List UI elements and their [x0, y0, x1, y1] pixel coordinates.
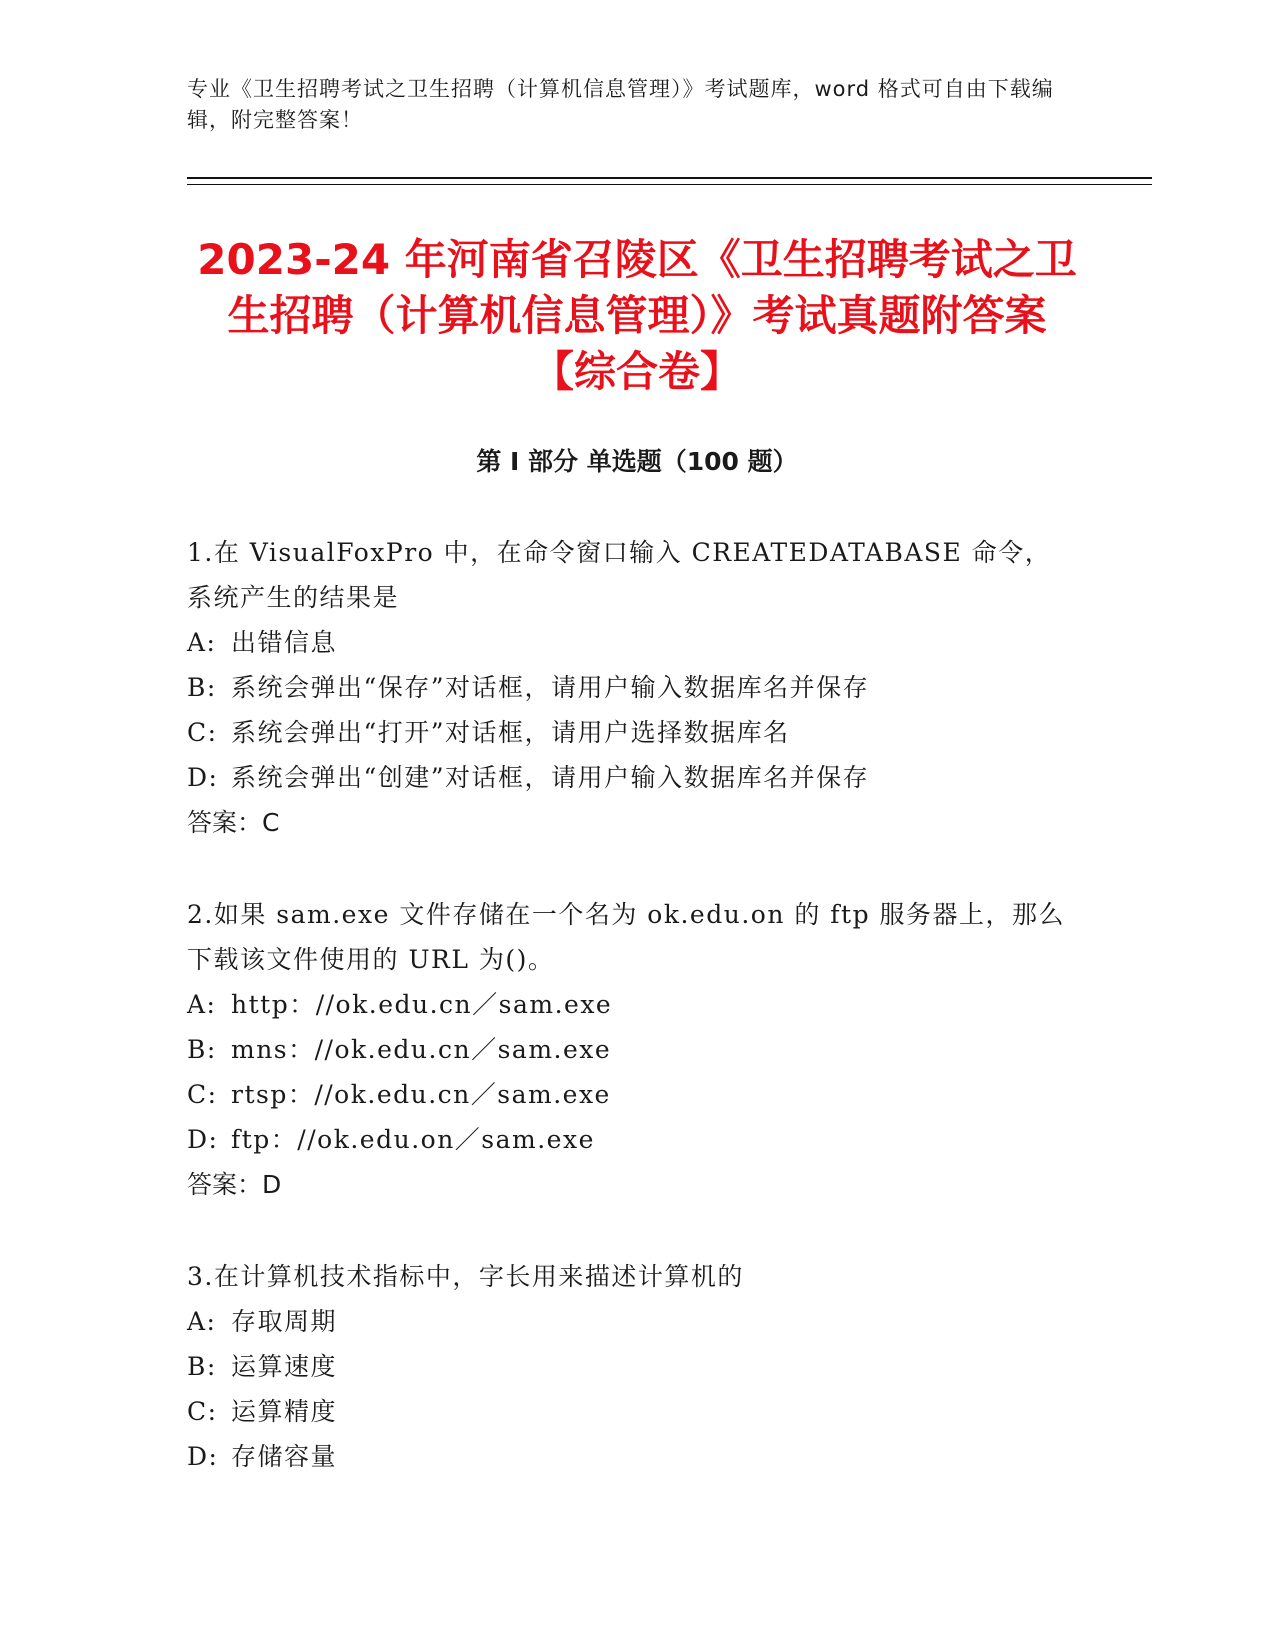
option-text: 运算速度: [231, 1352, 338, 1381]
answer-line: 答案：D: [187, 1170, 282, 1199]
option-text: ftp：//ok.edu.on／sam.exe: [231, 1125, 595, 1154]
option-key: D:: [187, 1125, 219, 1154]
header-rule-thick: [187, 177, 1152, 179]
option-b: [187, 1027, 1067, 1072]
option-key: B:: [187, 1035, 217, 1064]
option-key: C:: [187, 718, 218, 747]
option-key: B:: [187, 1352, 217, 1381]
option-text: rtsp：//ok.edu.cn／sam.exe: [231, 1080, 611, 1109]
question-3: [187, 1254, 1067, 1479]
option-key: D:: [187, 1442, 219, 1471]
option-key: A:: [187, 990, 217, 1019]
question-stem: 3.在计算机技术指标中，字长用来描述计算机的: [187, 1262, 744, 1291]
question-2: [187, 892, 1067, 1207]
option-text: 出错信息: [231, 628, 338, 657]
option-text: 系统会弹出“打开”对话框，请用户选择数据库名: [231, 718, 790, 747]
option-text: 系统会弹出“创建”对话框，请用户输入数据库名并保存: [231, 763, 870, 792]
option-b: [187, 665, 1067, 710]
option-c: [187, 710, 1067, 755]
option-key: D:: [187, 763, 219, 792]
option-key: B:: [187, 673, 217, 702]
option-b: [187, 1344, 1067, 1389]
option-d: [187, 1434, 1067, 1479]
option-a: [187, 620, 1067, 665]
question-stem: 1.在 VisualFoxPro 中，在命令窗口输入 CREATEDATABASE 命令，系统产生的结果是: [187, 538, 1052, 612]
answer-line: 答案：C: [187, 808, 280, 837]
option-key: A:: [187, 1307, 217, 1336]
question-list: [187, 530, 1067, 1526]
document-intro: 专业《卫生招聘考试之卫生招聘（计算机信息管理）》考试题库，word 格式可自由下载编辑，附完整答案！: [187, 77, 1054, 132]
option-text: 运算精度: [231, 1397, 338, 1426]
option-key: A:: [187, 628, 217, 657]
option-a: [187, 982, 1067, 1027]
option-text: 存储容量: [231, 1442, 338, 1471]
option-key: C:: [187, 1080, 218, 1109]
option-c: [187, 1072, 1067, 1117]
option-d: [187, 1117, 1067, 1162]
question-stem: 2.如果 sam.exe 文件存储在一个名为 ok.edu.on 的 ftp 服务器上，那么下载该文件使用的 URL 为()。: [187, 900, 1066, 974]
option-a: [187, 1299, 1067, 1344]
header-rule-thin: [187, 184, 1152, 185]
option-d: [187, 755, 1067, 800]
section-heading: 第 I 部分 单选题（100 题）: [476, 447, 798, 476]
option-text: mns：//ok.edu.cn／sam.exe: [231, 1035, 612, 1064]
document-title: 2023-24 年河南省召陵区《卫生招聘考试之卫生招聘（计算机信息管理）》考试真题附答案【综合卷】: [197, 235, 1077, 396]
question-1: [187, 530, 1067, 845]
option-text: 系统会弹出“保存”对话框，请用户输入数据库名并保存: [231, 673, 870, 702]
option-key: C:: [187, 1397, 218, 1426]
option-text: 存取周期: [231, 1307, 338, 1336]
option-text: http：//ok.edu.cn／sam.exe: [231, 990, 613, 1019]
option-c: [187, 1389, 1067, 1434]
